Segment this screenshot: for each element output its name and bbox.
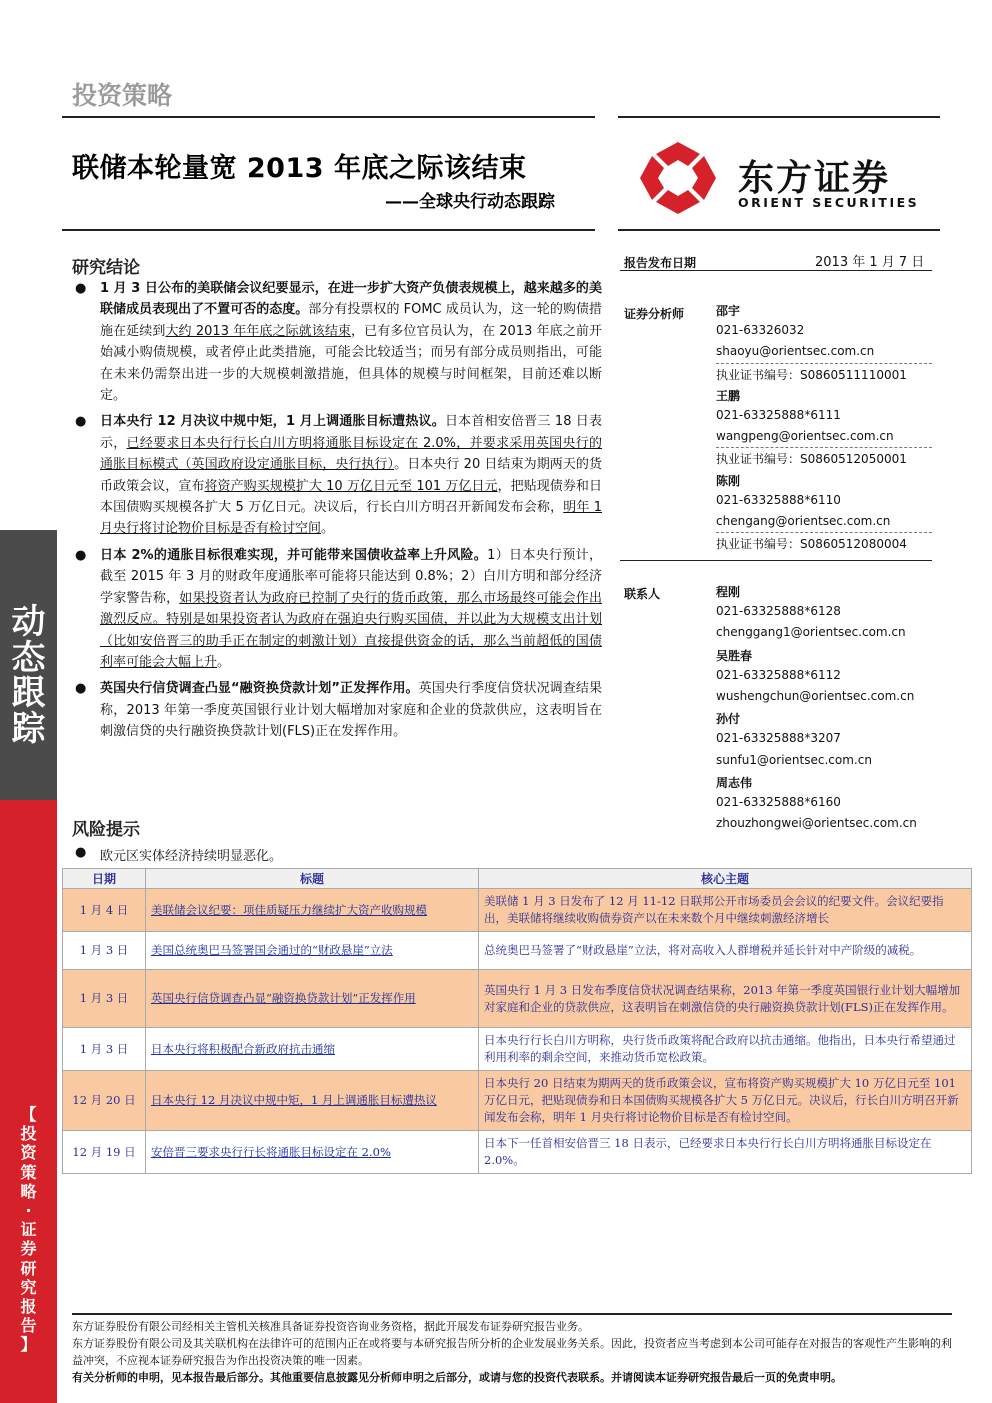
contact-email[interactable]: chenggang1@orientsec.com.cn [716, 625, 906, 640]
bullet-text: 日本首相安倍晋三 18 日表示， [100, 414, 602, 451]
analyst-label: 证券分析师 [624, 307, 685, 321]
bullet-text: 日本 2%的通胀目标很难实现，并可能带来国债收益率上升风险。 [100, 547, 488, 563]
row-title-link[interactable]: 日本央行将积极配合新政府抗击通缩 [146, 1028, 479, 1071]
disclaimer-line: 东方证券股份有限公司经相关主管机关核准具备证券投资咨询业务资格，据此开展发布证券研究报告业务。 [72, 1320, 589, 1333]
row-title-link[interactable]: 美联储会议纪要：项佳质疑压力继续扩大资产收购规模 [146, 889, 479, 932]
row-date: 1 月 4 日 [63, 889, 146, 932]
left-side-strip [0, 0, 57, 1403]
analyst-license: 执业证书编号：S0860512050001 [716, 452, 907, 467]
row-core-theme: 日本央行行长白川方明称，央行货币政策将配合政府以抗击通缩。他指出，日本央行希望通过利用利率的剩余空间，来推动货币宽松政策。 [479, 1028, 972, 1071]
contact-phone: 021-63325888*6160 [716, 795, 841, 809]
row-core-theme: 英国央行 1 月 3 日发布季度信贷状况调查结果称，2013 年第一季度英国银行业计划大幅增加对家庭和企业的贷款供应，这表明旨在刺激信贷的央行融资换贷款计划(FLS)正在发挥作用。 [479, 970, 972, 1028]
contact-name: 程刚 [716, 585, 741, 599]
contact-phone: 021-63325888*3207 [716, 731, 841, 746]
row-core-theme: 日本下一任首相安倍晋三 18 日表示，已经要求日本央行行长白川方明将通胀目标设定在 2.0%。 [479, 1131, 972, 1174]
col-header-date: 日期 [63, 869, 146, 889]
risk-item-text: 欧元区实体经济持续明显恶化。 [100, 849, 283, 864]
disclaimer-line: 东方证券股份有限公司及其关联机构在法律许可的范围内正在或将要与本研究报告所分析的企业发展业务关系。因此，投资者应当考虑到本公司可能存在对报告的客观性产生影响的利益冲突，不应视本证券研究报告为作出投资决策的唯一因素。 [72, 1337, 952, 1367]
row-core-theme: 日本央行 20 日结束为期两天的货币政策会议，宣布将资产购买规模扩大 10 万亿日元至 101 万亿日元，把贴现债券和日本国债购买规模各扩大 5 万亿日元。决议后，行长白川方明召开新闻发布会称，明年 1 月央行将讨论物价目标是否有检讨空间。 [479, 1071, 972, 1131]
analyst-divider [716, 363, 932, 364]
row-title-link[interactable]: 美国总统奥巴马签署国会通过的“财政悬崖”立法 [146, 932, 479, 970]
bullet-text: 明年 1 月央行将讨论物价目标是否有检讨空间 [100, 500, 602, 537]
contact-email[interactable]: sunfu1@orientsec.com.cn [716, 752, 872, 767]
conclusion-bullets [72, 278, 602, 743]
section-title: 投资策略 [72, 81, 173, 110]
row-date: 12 月 20 日 [63, 1071, 146, 1131]
contact-phone: 021-63325888*6128 [716, 604, 841, 619]
bullet-text: 英国央行信贷调查凸显“融资换贷款计划”正发挥作用。 [100, 681, 419, 697]
strip-top-band [0, 0, 57, 530]
analyst-divider [716, 532, 932, 533]
disclaimer [72, 1318, 952, 1386]
analyst-email[interactable]: shaoyu@orientsec.com.cn [716, 344, 875, 359]
date-label: 报告发布日期 [624, 256, 697, 270]
logo-name-en: ORIENT SECURITIES [738, 195, 920, 210]
contact-email[interactable]: wushengchun@orientsec.com.cn [716, 689, 915, 703]
conclusion-bullet [72, 678, 602, 742]
strip-report-type: 动 态 跟 踪 [11, 602, 46, 750]
bullet-text: ，把贴现债券和日本国债购买规模各扩大 5 万亿日元。决议后，行长白川方明召开新闻发布会称， [100, 478, 602, 516]
table-row [63, 1131, 972, 1174]
analyst-license: 执业证书编号：S0860512080004 [716, 537, 907, 552]
conclusion-bullet [72, 411, 602, 539]
contact-name: 孙付 [716, 712, 741, 727]
bullet-text: 将资产购买规模扩大 10 万亿日元至 101 万亿日元 [204, 478, 498, 494]
bullet-text: 。 [321, 521, 335, 537]
analyst-divider [716, 447, 932, 448]
row-date: 1 月 3 日 [63, 932, 146, 970]
analyst-phone: 021-63325888*6110 [716, 492, 841, 507]
conclusion-bullet [72, 278, 602, 406]
analyst-license: 执业证书编号：S0860511110001 [716, 367, 907, 382]
logo-name-cn: 东方证券 [738, 158, 891, 199]
header-rule-right [618, 116, 940, 118]
table-row [63, 1071, 972, 1131]
risk-item: ● 欧元区实体经济持续明显恶化。 [75, 845, 283, 864]
bullet-dot-icon: ● [75, 281, 87, 296]
contact-phone: 021-63325888*6112 [716, 667, 841, 682]
conclusion-heading: 研究结论 [72, 258, 140, 278]
row-date: 1 月 3 日 [63, 970, 146, 1028]
risk-heading: 风险提示 [72, 820, 140, 840]
title-rule [62, 229, 595, 231]
contact-email[interactable]: zhouzhongwei@orientsec.com.cn [716, 816, 917, 831]
analyst-rule [620, 560, 932, 561]
header-rule-left [62, 116, 595, 118]
table-row [63, 932, 972, 970]
bullet-text: 。 [217, 654, 231, 670]
analyst-name: 邵宇 [716, 304, 741, 318]
footer-rule [72, 1313, 952, 1315]
bullet-text: 大约 2013 年年底之际就该结束 [165, 323, 352, 339]
analyst-name: 陈刚 [716, 473, 741, 488]
analyst-email[interactable]: chengang@orientsec.com.cn [716, 514, 891, 528]
col-header-title: 标题 [146, 869, 479, 889]
bullet-dot-icon: ● [75, 414, 87, 430]
bullet-text: 英国央行季度信贷状况调查结果称，2013 年第一季度英国银行业计划大幅增加对家庭和企业的贷款供应，这表明旨在刺激信贷的央行融资换贷款计划(FLS)正在发挥作用。 [100, 681, 602, 740]
bullet-text: ，已有多位官员认为，在 2013 年底之前开始减小购债规模，或者停止此类措施，可能会比较适当；而另有部分成员则指出，可能在未来仍需祭出进一步的大规模刺激措施，但具体的规模与时间框架，目前还难以断定。 [100, 323, 602, 404]
report-title: 联储本轮量宽 2013 年底之际该结束 [72, 153, 527, 184]
disclaimer-bold-line: 有关分析师的申明，见本报告最后部分。其他重要信息披露见分析师申明之后部分，或请与您的投资代表联系。并请阅读本证券研究报告最后一页的免责申明。 [72, 1371, 842, 1384]
contact-name: 吴胜春 [716, 648, 753, 663]
report-date: 2013 年 1 月 7 日 [815, 255, 925, 270]
table-row [63, 970, 972, 1028]
bullet-dot-icon: ● [75, 681, 87, 697]
orient-securities-logo-icon [638, 140, 718, 216]
analyst-name: 王鹏 [716, 388, 741, 403]
col-header-theme: 核心主题 [479, 869, 972, 889]
analyst-email[interactable]: wangpeng@orientsec.com.cn [716, 429, 894, 444]
report-subtitle: ——全球央行动态跟踪 [385, 192, 555, 212]
bullet-text: 如果投资者认为政府已控制了央行的货币政策，那么市场最终可能会作出激烈反应。特别是如果投资者认为政府在强迫央行购买国债，并以此为大规模支出计划（比如安倍晋三的助手正在制定的刺激计划）直接提供资金的话，那么当前超低的国债利率可能会大幅上升 [100, 590, 602, 670]
table-row [63, 1028, 972, 1071]
row-title-link[interactable]: 安倍晋三要求央行行长将通胀目标设定在 2.0% [146, 1131, 479, 1174]
row-title-link[interactable]: 英国央行信贷调查凸显“融资换贷款计划”正发挥作用 [146, 970, 479, 1028]
row-core-theme: 美联储 1 月 3 日发布了 12 月 11-12 日联邦公开市场委员会会议的纪要文件。会议纪要指出，美联储将继续收购债券资产以在未来数个月中继续刺激经济增长 [479, 889, 972, 932]
contact-name: 周志伟 [716, 775, 753, 790]
contact-label: 联系人 [624, 587, 661, 601]
analyst-phone: 021-63325888*6111 [716, 408, 841, 422]
bullet-text: 日本央行 12 月决议中规中矩，1 月上调通胀目标遭热议。 [100, 414, 445, 430]
strip-report-category: 【 投 资 策 略 · 证 券 研 究 报 告 】 [20, 1105, 37, 1355]
row-core-theme: 总统奥巴马签署了“财政悬崖”立法，将对高收入人群增税并延长针对中产阶级的减税。 [479, 932, 972, 970]
row-date: 12 月 19 日 [63, 1131, 146, 1174]
analyst-phone: 021-63326032 [716, 323, 805, 338]
bullet-dot-icon: ● [75, 547, 87, 563]
bullet-text: 1 月 3 日公布的美联储会议纪要显示，在进一步扩大资产负债表规模上，越来越多的美联储成员表现出了不置可否的态度。 [100, 281, 602, 318]
table-row [63, 889, 972, 932]
bullet-text: 1）日本央行预计，截至 2015 年 3 月的财政年度通胀率可能将只能达到 0.8%；2）白川方明和部分经济学家警告称， [100, 547, 602, 606]
logo-rule [618, 229, 940, 231]
bullet-text: 已经要求日本央行行长白川方明将通胀目标设定在 2.0%，并要求采用英国央行的通胀目标模式（英国政府设定通胀目标，央行执行） [100, 435, 602, 473]
bullet-text: 。日本央行 20 日结束为期两天的货币政策会议，宣布 [100, 457, 602, 494]
row-date: 1 月 3 日 [63, 1028, 146, 1071]
conclusion-bullet [72, 545, 602, 673]
bullet-text: 部分有投票权的 FOMC 成员认为，这一轮的购债措施在延续到 [100, 302, 602, 339]
news-table [62, 868, 972, 1174]
table-header-row [63, 869, 972, 889]
row-title-link[interactable]: 日本央行 12 月决议中规中矩，1 月上调通胀目标遭热议 [146, 1071, 479, 1131]
